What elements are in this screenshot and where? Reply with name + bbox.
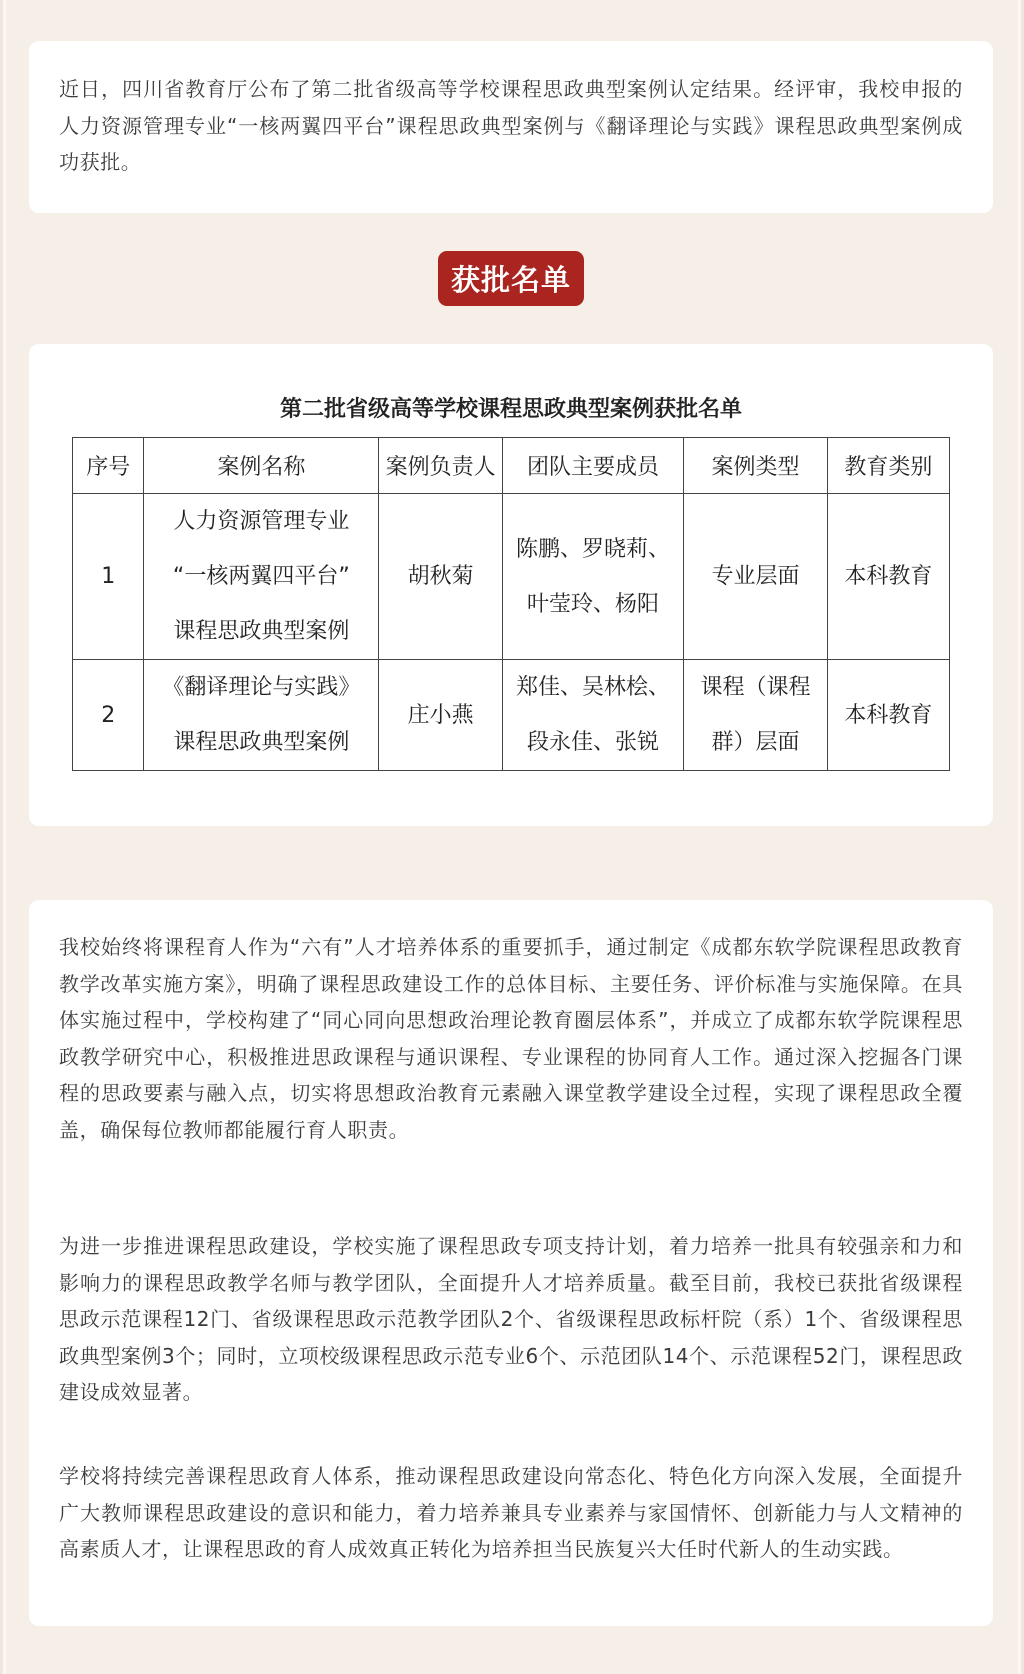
table-row bbox=[73, 660, 950, 771]
team-line: 段永佳、张锐 bbox=[527, 730, 660, 755]
approved-cases-table bbox=[72, 437, 950, 771]
table-title: 第二批省级高等学校课程思政典型案例获批名单 bbox=[279, 397, 742, 422]
body-paragraph-2: 为进一步推进课程思政建设，学校实施了课程思政专项支持计划，着力培养一批具有较强亲和力和影响力的课程思政教学名师与教学团队，全面提升人才培养质量。截至目前，我校已获批省级课程思政示范课程12门、省级课程思政示范教学团队2个、省级课程思政标杆院（系）1个、省级课程思政典型案例3个；同时，立项校级课程思政示范专业6个、示范团队14个、示范课程52门，课程思政建设成效显著。 bbox=[59, 1234, 963, 1404]
case-name-line: 课程思政典型案例 bbox=[173, 619, 350, 644]
header-seq: 序号 bbox=[73, 438, 144, 494]
type-line: 课程（课程 bbox=[700, 675, 811, 700]
table-row bbox=[73, 494, 950, 660]
cell-seq: 2 bbox=[73, 660, 144, 771]
intro-paragraph: 近日，四川省教育厅公布了第二批省级高等学校课程思政典型案例认定结果。经评审，我校申报的人力资源管理专业“一核两翼四平台”课程思政典型案例与《翻译理论与实践》课程思政典型案例成功获批。 bbox=[59, 77, 963, 174]
cell-case-name bbox=[144, 660, 379, 771]
team-line: 郑佳、吴林桧、 bbox=[516, 675, 671, 700]
case-name-line: 《翻译理论与实践》 bbox=[162, 675, 361, 700]
cell-case-name bbox=[144, 494, 379, 660]
team-line: 陈鹏、罗晓莉、 bbox=[516, 536, 671, 562]
table-header-row bbox=[73, 438, 950, 494]
team-line: 叶莹玲、杨阳 bbox=[527, 591, 660, 617]
case-name-line: 人力资源管理专业 bbox=[173, 509, 350, 534]
case-name-line: “一核两翼四平台” bbox=[172, 564, 350, 589]
cell-case-lead: 庄小燕 bbox=[379, 660, 503, 771]
cell-case-type bbox=[684, 660, 828, 771]
cell-case-lead: 胡秋菊 bbox=[379, 494, 503, 660]
cell-case-type bbox=[684, 494, 828, 660]
cell-education-category: 本科教育 bbox=[827, 494, 949, 660]
cell-seq: 1 bbox=[73, 494, 144, 660]
body-paragraph-1: 我校始终将课程育人作为“六有”人才培养体系的重要抓手，通过制定《成都东软学院课程思政教育教学改革实施方案》，明确了课程思政建设工作的总体目标、主要任务、评价标准与实施保障。在具体实施过程中，学校构建了“同心同向思想政治理论教育圈层体系”，并成立了成都东软学院课程思政教学研究中心，积极推进思政课程与通识课程、专业课程的协同育人工作。通过深入挖掘各门课程的思政要素与融入点，切实将思想政治教育元素融入课堂教学建设全过程，实现了课程思政全覆盖，确保每位教师都能履行育人职责。 bbox=[59, 935, 963, 1142]
header-case-name: 案例名称 bbox=[144, 438, 379, 494]
header-case-lead: 案例负责人 bbox=[379, 438, 503, 494]
cell-team-members bbox=[502, 494, 683, 660]
cell-team-members bbox=[502, 660, 683, 771]
approved-list-badge: 获批名单 bbox=[438, 251, 584, 306]
header-case-type: 案例类型 bbox=[684, 438, 828, 494]
header-education-category: 教育类别 bbox=[827, 438, 949, 494]
type-line: 专业层面 bbox=[711, 564, 800, 589]
type-line: 群）层面 bbox=[711, 730, 800, 755]
cell-education-category: 本科教育 bbox=[827, 660, 949, 771]
body-paragraph-3: 学校将持续完善课程思政育人体系，推动课程思政建设向常态化、特色化方向深入发展，全面提升广大教师课程思政建设的意识和能力，着力培养兼具专业素养与家国情怀、创新能力与人文精神的高素质人才，让课程思政的育人成效真正转化为培养担当民族复兴大任时代新人的生动实践。 bbox=[59, 1464, 963, 1561]
case-name-line: 课程思政典型案例 bbox=[173, 730, 350, 755]
header-team-members: 团队主要成员 bbox=[502, 438, 683, 494]
